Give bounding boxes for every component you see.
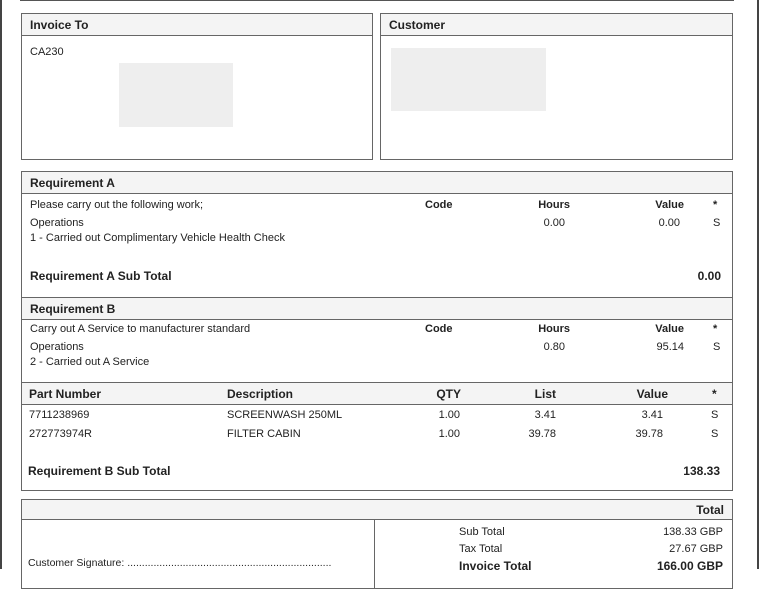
tax-total-label: Tax Total (459, 543, 503, 555)
requirement-b-operations-label: Operations (30, 341, 84, 353)
parts-header-value: Value (636, 387, 668, 401)
requirement-b-subtotal: 138.33 (683, 464, 720, 478)
totals-box (21, 499, 733, 589)
customer-box (380, 13, 733, 160)
part-list: 3.41 (534, 409, 556, 421)
tax-total-value: 27.67 GBP (669, 543, 723, 555)
page-edge-left (0, 0, 2, 569)
part-number: 272773974R (29, 428, 93, 440)
requirement-a-instruction: Please carry out the following work; (30, 199, 204, 211)
requirement-a-subtotal-label: Requirement A Sub Total (30, 269, 172, 283)
requirement-b-operation: 2 - Carried out A Service (30, 356, 150, 368)
requirement-a-flag-header: * (713, 199, 718, 211)
requirement-b-value-header: Value (655, 323, 684, 335)
customer-title: Customer (381, 14, 732, 36)
part-value: 39.78 (635, 428, 663, 440)
part-value: 3.41 (641, 409, 663, 421)
part-flag: S (711, 409, 719, 421)
part-list: 39.78 (528, 428, 556, 440)
parts-header-part-number: Part Number (29, 387, 102, 401)
requirement-a-hours: 0.00 (543, 217, 565, 229)
requirement-a-value-header: Value (655, 199, 684, 211)
part-flag: S (711, 428, 719, 440)
part-description: SCREENWASH 250ML (227, 409, 343, 421)
part-qty: 1.00 (438, 428, 460, 440)
parts-header-row (22, 383, 732, 405)
sub-total-label: Sub Total (459, 526, 505, 538)
part-description: FILTER CABIN (227, 428, 301, 440)
invoice-to-title: Invoice To (22, 14, 372, 36)
requirement-b-code-header: Code (425, 323, 453, 335)
redacted-address (119, 63, 233, 127)
invoice-total-label: Invoice Total (459, 559, 532, 573)
requirement-a-subtotal: 0.00 (697, 269, 721, 283)
requirement-a-operations-label: Operations (30, 217, 84, 229)
parts-header-qty: QTY (436, 387, 461, 401)
requirement-b-instruction: Carry out A Service to manufacturer standard (30, 323, 251, 335)
requirement-a-value: 0.00 (658, 217, 680, 229)
requirement-a-code-header: Code (425, 199, 453, 211)
requirement-a-flag: S (713, 217, 721, 229)
requirement-b-hours: 0.80 (543, 341, 565, 353)
redacted-customer-details (391, 48, 546, 111)
sub-total-value: 138.33 GBP (663, 526, 723, 538)
account-code: CA230 (30, 46, 64, 58)
requirement-b-flag-header: * (713, 323, 718, 335)
requirement-a-operation: 1 - Carried out Complimentary Vehicle Health Check (30, 232, 285, 244)
requirement-a-hours-header: Hours (538, 199, 570, 211)
parts-header-list: List (534, 387, 556, 401)
part-qty: 1.00 (438, 409, 460, 421)
requirement-b-hours-header: Hours (538, 323, 570, 335)
totals-divider (374, 520, 375, 588)
requirement-b-title: Requirement B (22, 298, 732, 320)
requirements-box (21, 171, 733, 491)
parts-header-flag: * (712, 387, 717, 401)
requirement-b-flag: S (713, 341, 721, 353)
invoice-total-value: 166.00 GBP (656, 559, 723, 573)
requirement-a-title: Requirement A (22, 172, 732, 194)
previous-section-frame (20, 0, 734, 1)
part-number: 7711238969 (29, 409, 90, 421)
totals-title: Total (22, 500, 732, 520)
parts-header-description: Description (227, 387, 294, 401)
invoice-to-box (21, 13, 373, 160)
requirement-b-value: 95.14 (656, 341, 684, 353)
customer-signature-label: Customer Signature: ...................................................................... (28, 557, 332, 569)
requirement-b-subtotal-label: Requirement B Sub Total (28, 464, 171, 478)
